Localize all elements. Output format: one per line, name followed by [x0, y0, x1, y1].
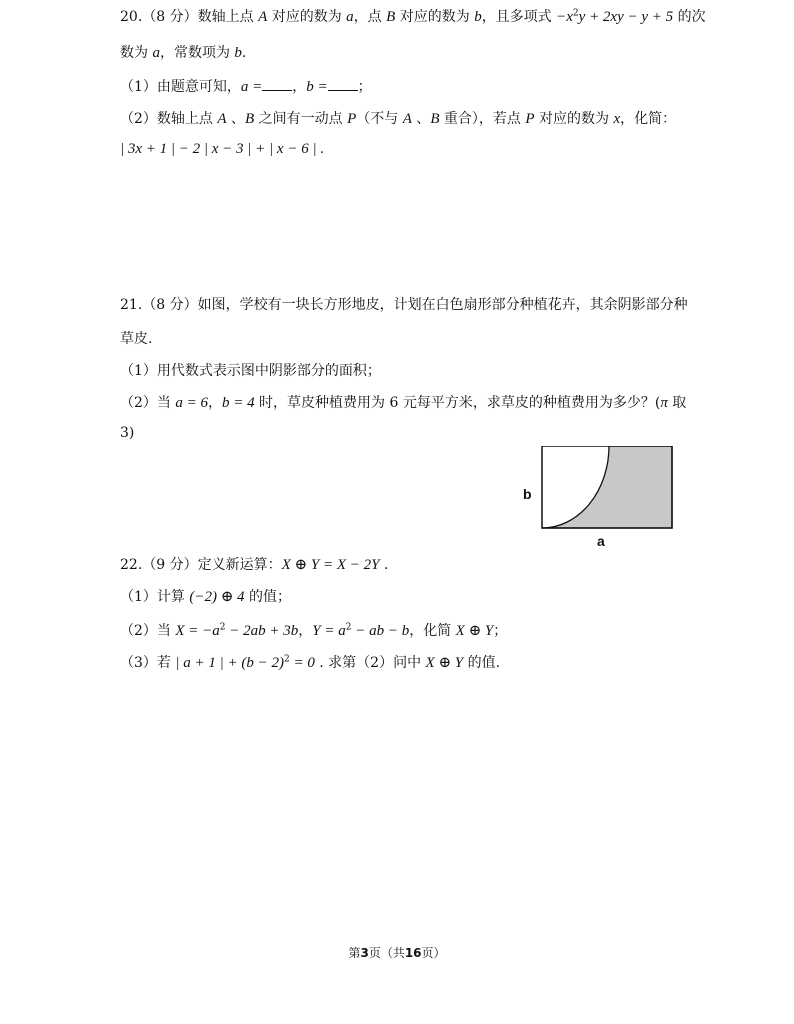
- q20-part2: （2）数轴上点 A 、B 之间有一动点 P（不与 A 、B 重合），若点 P 对应的数为 x，化简：: [120, 111, 677, 127]
- q20-part2-expression: | 3x + 1 | − 2 | x − 3 | + | x − 6 | .: [120, 141, 325, 157]
- q21-part1: （1）用代数式表示图中阴影部分的面积；: [120, 363, 381, 379]
- q22-part3: （3）若 | a + 1 | + $(b - 2)^2 = 0$ . 求第（2）问中 X ⊕ Y 的值.: [120, 654, 501, 671]
- page-number: 3: [360, 946, 369, 960]
- q21-line1: 21.（8 分）如图，学校有一块长方形地皮，计划在白色扇形部分种植花卉，其余阴影部分种: [120, 297, 688, 313]
- answer-blank-b: [328, 78, 358, 91]
- q20-line2: 数为 a，常数项为 b.: [120, 45, 247, 61]
- rectangle-figure: [518, 446, 678, 556]
- page-total: 16: [404, 946, 422, 960]
- page-footer: 第3页（共16页）: [348, 946, 446, 960]
- label-a: a: [597, 533, 605, 549]
- q21-part2-cont: 3): [120, 425, 135, 441]
- q22-line1: 22.（9 分）定义新运算：X ⊕ Y = X − 2Y .: [120, 557, 389, 573]
- answer-blank-a: [262, 78, 292, 91]
- q20-part1: （1）由题意可知，a = ，b = ；: [120, 79, 372, 95]
- q20-line1: 20.（8 分）数轴上点 A 对应的数为 a，点 B 对应的数为 b，且多项式 $-x^2y + 2xy - y + 5$ 的次: [120, 8, 706, 25]
- q21-part2: （2）当 a = 6，b = 4 时，草皮种植费用为 6 元每平方米，求草皮的种植费用为多少？(π 取: [120, 395, 687, 411]
- q21-line2: 草皮.: [120, 331, 153, 347]
- q22-part1: （1）计算 (−2) ⊕ 4 的值；: [120, 589, 291, 605]
- q22-part2: （2）当 $X = -a^2 - 2ab + 3b$，$Y = a^2$ − ab − b，化简 X ⊕ Y；: [120, 622, 508, 639]
- shaded-region: [542, 446, 672, 528]
- label-b: b: [523, 486, 532, 502]
